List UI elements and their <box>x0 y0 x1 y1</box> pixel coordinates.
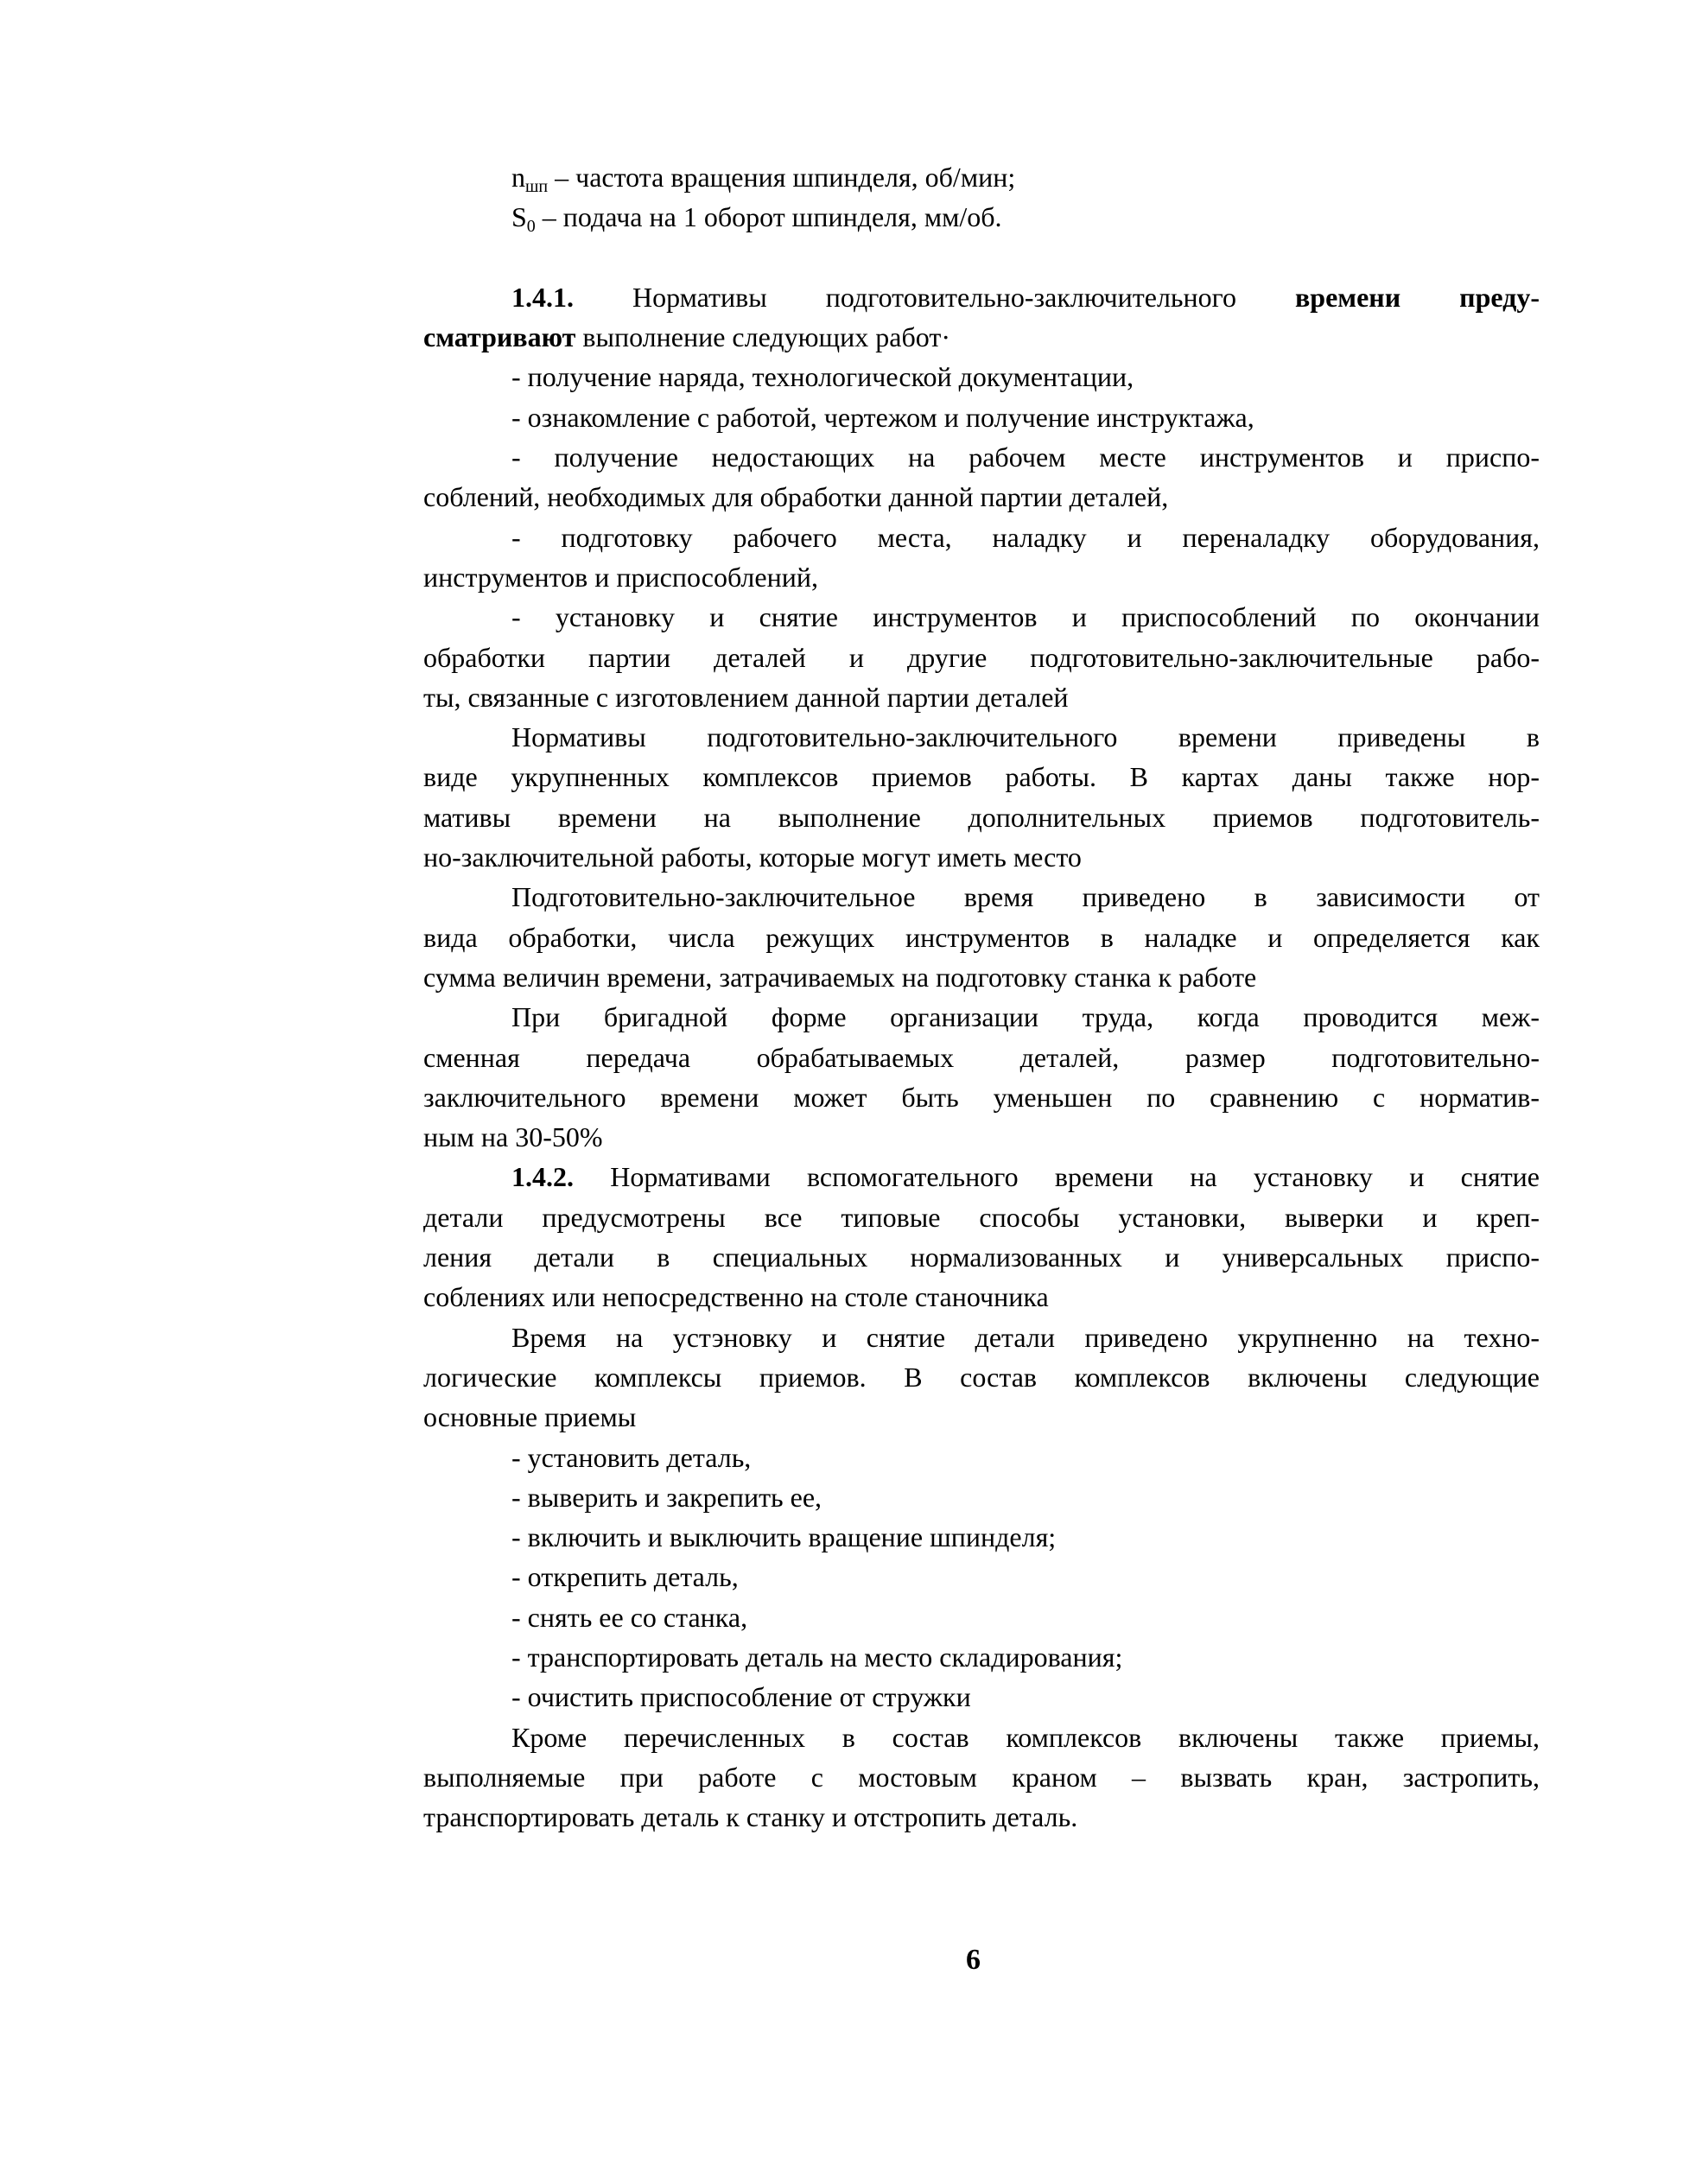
paragraph <box>423 717 1540 877</box>
paragraph <box>423 437 1540 517</box>
text-line: но-заключительной работы, которые могут иметь место <box>423 841 1082 873</box>
text: Нормативы подготовительно-заключительного <box>574 281 1295 313</box>
text-line: Кроме перечисленных в состав комплексов включены также приемы, <box>511 1721 1540 1753</box>
paragraph <box>423 517 1540 598</box>
text-line: Время на устэновку и снятие детали приведено укрупненно на техно- <box>511 1321 1540 1353</box>
text-line: - установить деталь, <box>511 1441 752 1473</box>
text-line: - получение наряда, технологической документации, <box>511 361 1134 393</box>
text-line: ты, связанные с изготовлением данной партии деталей <box>423 681 1069 713</box>
text-line: ления детали в специальных нормализованных и универсальных приспо- <box>423 1241 1540 1273</box>
text-line: выполняемые при работе с мостовым краном – вызвать кран, застропить, <box>423 1761 1540 1793</box>
paragraph <box>423 1517 1540 1557</box>
text-line: транспортировать деталь к станку и отстропить деталь. <box>423 1801 1078 1833</box>
text-line: - установку и снятие инструментов и приспособлений по окончании <box>511 601 1540 633</box>
text-line: виде укрупненных комплексов приемов работы. В картах даны также нор- <box>423 761 1540 793</box>
text-line: - снять ее со станка, <box>511 1601 748 1633</box>
definition-line <box>423 197 1540 237</box>
section-1-4-2-body <box>423 1197 1540 1317</box>
paragraph <box>423 597 1540 717</box>
text-line: - подготовку рабочего места, наладку и переналадку оборудования, <box>511 521 1540 553</box>
text-line: При бригадной форме организации труда, когда проводится меж- <box>511 1001 1540 1033</box>
paragraph <box>423 357 1540 397</box>
bold-text: сматривают <box>423 321 576 353</box>
text-line: - транспортировать деталь на место складирования; <box>511 1641 1123 1673</box>
text-line: инструментов и приспособлений, <box>423 561 818 593</box>
section-number: 1.4.1. <box>511 281 574 313</box>
paragraphs-block-2 <box>423 1317 1540 1838</box>
text-line: логические комплексы приемов. В состав комплексов включены следующие <box>423 1361 1540 1393</box>
text: выполнение следующих работ· <box>575 321 950 353</box>
text-line: соблениях или непосредственно на столе станочника <box>423 1281 1049 1313</box>
text-line: ным на 30-50% <box>423 1121 603 1153</box>
section-1-4-1-line <box>423 317 1540 357</box>
paragraphs-block-1 <box>423 357 1540 1157</box>
symbol: S <box>511 201 527 233</box>
text-line: основные приемы <box>423 1401 637 1433</box>
paragraph <box>423 1637 1540 1677</box>
paragraph <box>423 1477 1540 1517</box>
symbol: n <box>511 162 525 193</box>
document-body <box>423 157 1540 1837</box>
text-line: - выверить и закрепить ее, <box>511 1481 822 1513</box>
section-number: 1.4.2. <box>511 1161 574 1193</box>
subscript: 0 <box>526 217 536 237</box>
text-line: Нормативы подготовительно-заключительного времени приведены в <box>511 721 1540 753</box>
paragraph <box>423 1677 1540 1717</box>
subscript: шп <box>525 177 549 196</box>
text-line: - ознакомление с работой, чертежом и получение инструктажа, <box>511 401 1254 433</box>
text-line: обработки партии деталей и другие подготовительно-заключительные рабо- <box>423 641 1540 673</box>
paragraph <box>423 1557 1540 1597</box>
definition-text: – подача на 1 оборот шпинделя, мм/об. <box>535 201 1002 233</box>
definition-text: – частота вращения шпинделя, об/мин; <box>548 162 1016 193</box>
paragraph <box>423 1317 1540 1438</box>
text-line: соблений, необходимых для обработки данной партии деталей, <box>423 481 1169 513</box>
paragraph <box>423 1717 1540 1838</box>
text-line: сменная передача обрабатываемых деталей, размер подготовительно- <box>423 1041 1540 1073</box>
text-line: Подготовительно-заключительное время приведено в зависимости от <box>511 881 1540 913</box>
paragraph <box>423 877 1540 997</box>
section-1-4-2-line <box>423 1157 1540 1197</box>
page-number: 6 <box>966 1944 981 1976</box>
bold-text: времени преду- <box>1294 281 1540 313</box>
text-line: - получение недостающих на рабочем месте инструментов и приспо- <box>511 441 1540 473</box>
text-line: - включить и выключить вращение шпинделя; <box>511 1521 1057 1553</box>
text-line: детали предусмотрены все типовые способы установки, выверки и креп- <box>423 1201 1540 1233</box>
paragraph <box>423 1438 1540 1477</box>
text-line: заключительного времени может быть уменьшен по сравнению с норматив- <box>423 1081 1540 1113</box>
paragraph <box>423 997 1540 1157</box>
text-line: - открепить деталь, <box>511 1561 739 1593</box>
definition-line <box>423 157 1540 197</box>
text-line: - очистить приспособление от стружки <box>511 1681 971 1713</box>
paragraph <box>423 397 1540 437</box>
text: Нормативами вспомогательного времени на установку и снятие <box>574 1161 1540 1193</box>
text-line: вида обработки, числа режущих инструментов в наладке и определяется как <box>423 921 1540 953</box>
text-line: мативы времени на выполнение дополнительных приемов подготовитель- <box>423 801 1540 833</box>
section-1-4-1-line <box>423 277 1540 317</box>
paragraph <box>423 1597 1540 1637</box>
text-line: сумма величин времени, затрачиваемых на подготовку станка к работе <box>423 961 1257 993</box>
